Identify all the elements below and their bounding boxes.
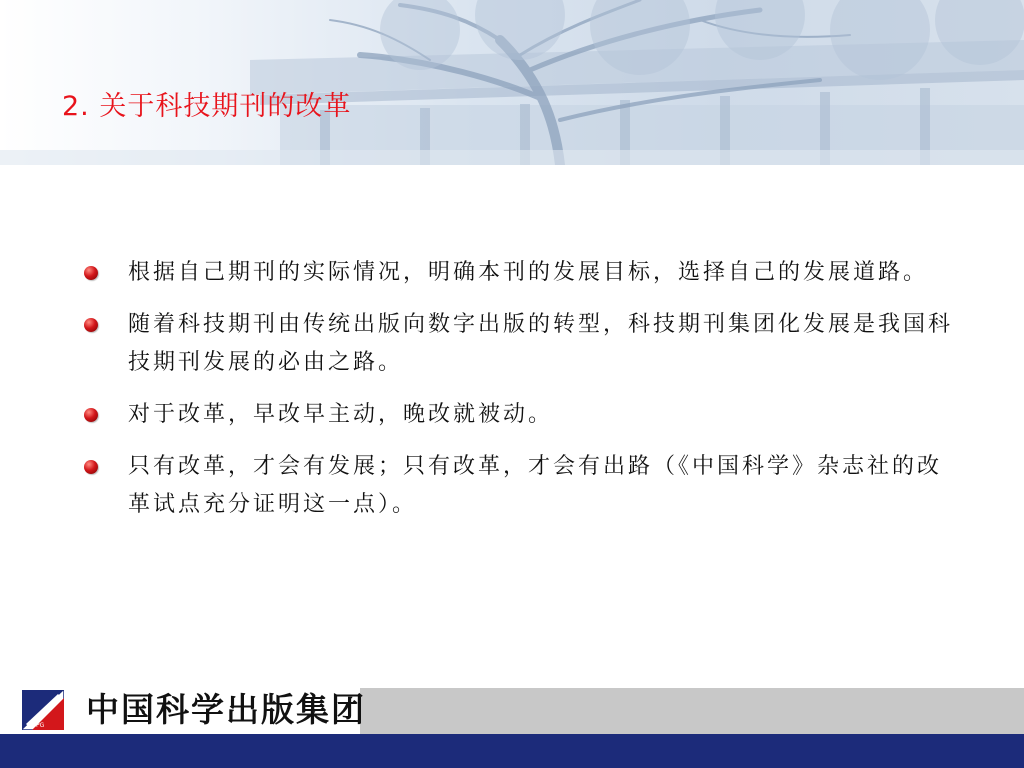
footer-gray-band: [360, 688, 1024, 734]
bullet-item: [84, 448, 954, 524]
bullet-text: 随着科技期刊由传统出版向数字出版的转型，科技期刊集团化发展是我国科技期刊发展的必由之路。: [128, 312, 954, 375]
red-bullet-icon: [84, 408, 98, 422]
red-bullet-icon: [84, 460, 98, 474]
logo-text: CSPG: [28, 722, 45, 729]
bullet-item: [84, 254, 954, 292]
footer-navy-band: [0, 734, 1024, 768]
bullet-text: 对于改革，早改早主动，晚改就被动。: [128, 402, 554, 427]
bullet-text: 只有改革，才会有发展；只有改革，才会有出路（《中国科学》杂志社的改革试点充分证明这一点）。: [128, 454, 943, 517]
red-bullet-icon: [84, 318, 98, 332]
bullet-list: [84, 254, 954, 538]
header-banner-image: [0, 0, 1024, 165]
bullet-item: [84, 396, 954, 434]
cspg-logo-icon: [22, 690, 64, 730]
publisher-name: 中国科学出版集团: [86, 690, 366, 729]
red-bullet-icon: [84, 266, 98, 280]
bullet-text: 根据自己期刊的实际情况，明确本刊的发展目标，选择自己的发展道路。: [128, 260, 929, 285]
bullet-item: [84, 306, 954, 382]
courtyard-tree-illustration: [0, 0, 1024, 165]
slide-title: 2. 关于科技期刊的改革: [62, 91, 352, 122]
